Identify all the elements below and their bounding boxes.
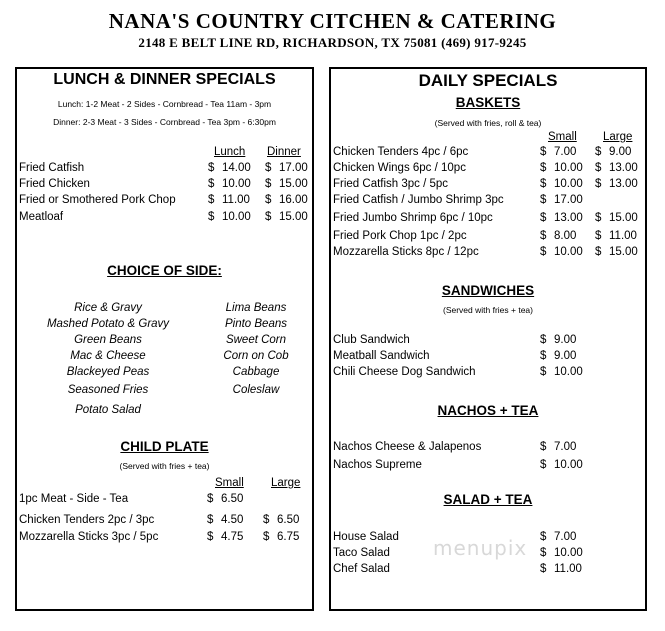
list-item: Chicken Tenders 4pc / 6pc (333, 146, 469, 158)
lunch-price: $ 11.00 (208, 194, 250, 206)
child-plate-note: (Served with fries + tea) (119, 461, 210, 471)
sandwiches-note: (Served with fries + tea) (443, 305, 533, 315)
restaurant-address: 2148 E BELT LINE RD, RICHARDSON, TX 75081 (469) 917-9245 (138, 35, 527, 50)
list-item: Blackeyed Peas (66, 366, 150, 378)
price: $ 10.00 (540, 547, 583, 559)
small-price: $ 10.00 (540, 246, 583, 258)
list-item: House Salad (333, 531, 399, 543)
list-item: Mashed Potato & Gravy (46, 318, 170, 330)
lunch-price: $ 10.00 (208, 211, 251, 223)
small-price: $ 4.75 (207, 531, 244, 543)
dinner-column-header: Dinner (267, 146, 301, 158)
list-item: Seasoned Fries (67, 384, 149, 396)
dinner-price: $ 15.00 (265, 178, 308, 190)
salad-heading: SALAD + TEA (443, 492, 533, 507)
nachos-heading: NACHOS + TEA (437, 403, 539, 418)
list-item: Nachos Supreme (333, 459, 422, 471)
price: $ 7.00 (540, 531, 577, 543)
lunch-price: $ 10.00 (208, 178, 251, 190)
large-price: $ 15.00 (595, 246, 638, 258)
list-item: Chicken Tenders 2pc / 3pc (19, 514, 155, 526)
large-price: $ 9.00 (595, 146, 632, 158)
baskets-heading: BASKETS (455, 95, 521, 110)
small-price: $ 13.00 (540, 212, 583, 224)
dinner-price: $ 15.00 (265, 211, 308, 223)
small-price: $ 4.50 (207, 514, 244, 526)
list-item: Nachos Cheese & Jalapenos (333, 441, 482, 453)
baskets-large-header: Large (603, 131, 633, 143)
large-price: $ 13.00 (595, 178, 638, 190)
dinner-price: $ 17.00 (265, 162, 308, 174)
child-large-header: Large (271, 477, 301, 489)
restaurant-name: NANA'S COUNTRY CITCHEN & CATERING (108, 9, 557, 33)
large-price: $ 15.00 (595, 212, 638, 224)
list-item: Fried Jumbo Shrimp 6pc / 10pc (333, 212, 493, 224)
lunch-note: Lunch: 1-2 Meat - 2 Sides - Cornbread - Tea 11am - 3pm (57, 99, 272, 109)
small-price: $ 10.00 (540, 162, 583, 174)
price: $ 10.00 (540, 459, 583, 471)
watermark: menupix (433, 536, 528, 560)
sandwiches-heading: SANDWICHES (441, 283, 535, 298)
sides-heading: CHOICE OF SIDE: (107, 263, 222, 278)
list-item: Meatloaf (19, 211, 64, 223)
list-item: Lima Beans (225, 302, 287, 314)
list-item: Club Sandwich (333, 334, 410, 346)
dinner-price: $ 16.00 (265, 194, 308, 206)
baskets-small-header: Small (548, 131, 577, 143)
small-price: $ 8.00 (540, 230, 577, 242)
list-item: 1pc Meat - Side - Tea (19, 493, 129, 505)
list-item: Rice & Gravy (74, 302, 142, 314)
list-item: Potato Salad (75, 404, 141, 416)
small-price: $ 7.00 (540, 146, 577, 158)
list-item: Mozzarella Sticks 3pc / 5pc (19, 531, 159, 543)
large-price: $ 11.00 (595, 230, 637, 242)
large-price: $ 6.75 (263, 531, 300, 543)
small-price: $ 17.00 (540, 194, 583, 206)
list-item: Chili Cheese Dog Sandwich (333, 366, 476, 378)
list-item: Meatball Sandwich (333, 350, 430, 362)
list-item: Green Beans (74, 334, 142, 346)
list-item: Fried Catfish / Jumbo Shrimp 3pc (333, 194, 504, 206)
list-item: Pinto Beans (224, 318, 287, 330)
large-price: $ 6.50 (263, 514, 300, 526)
price: $ 10.00 (540, 366, 583, 378)
list-item: Mozzarella Sticks 8pc / 12pc (333, 246, 479, 258)
list-item: Fried Catfish 3pc / 5pc (333, 178, 449, 190)
lunch-dinner-heading: LUNCH & DINNER SPECIALS (53, 71, 276, 88)
daily-specials-heading: DAILY SPECIALS (418, 71, 558, 90)
price: $ 9.00 (540, 334, 577, 346)
list-item: Taco Salad (333, 547, 390, 559)
lunch-column-header: Lunch (214, 146, 246, 158)
price: $ 11.00 (540, 563, 582, 575)
child-plate-heading: CHILD PLATE (120, 439, 209, 454)
small-price: $ 6.50 (207, 493, 244, 505)
list-item: Fried Pork Chop 1pc / 2pc (333, 230, 467, 242)
list-item: Chef Salad (333, 563, 390, 575)
small-price: $ 10.00 (540, 178, 583, 190)
large-price: $ 13.00 (595, 162, 638, 174)
list-item: Corn on Cob (223, 350, 289, 362)
list-item: Cabbage (232, 366, 280, 378)
baskets-note: (Served with fries, roll & tea) (434, 118, 542, 128)
list-item: Mac & Cheese (70, 350, 146, 362)
lunch-price: $ 14.00 (208, 162, 251, 174)
list-item: Chicken Wings 6pc / 10pc (333, 162, 466, 174)
child-small-header: Small (215, 477, 244, 489)
list-item: Fried Catfish (19, 162, 85, 174)
price: $ 7.00 (540, 441, 577, 453)
list-item: Sweet Corn (225, 334, 287, 346)
dinner-note: Dinner: 2-3 Meat - 3 Sides - Cornbread - Tea 3pm - 6:30pm (53, 117, 276, 127)
list-item: Fried Chicken (19, 178, 90, 190)
price: $ 9.00 (540, 350, 577, 362)
list-item: Fried or Smothered Pork Chop (19, 194, 176, 206)
list-item: Coleslaw (232, 384, 280, 396)
